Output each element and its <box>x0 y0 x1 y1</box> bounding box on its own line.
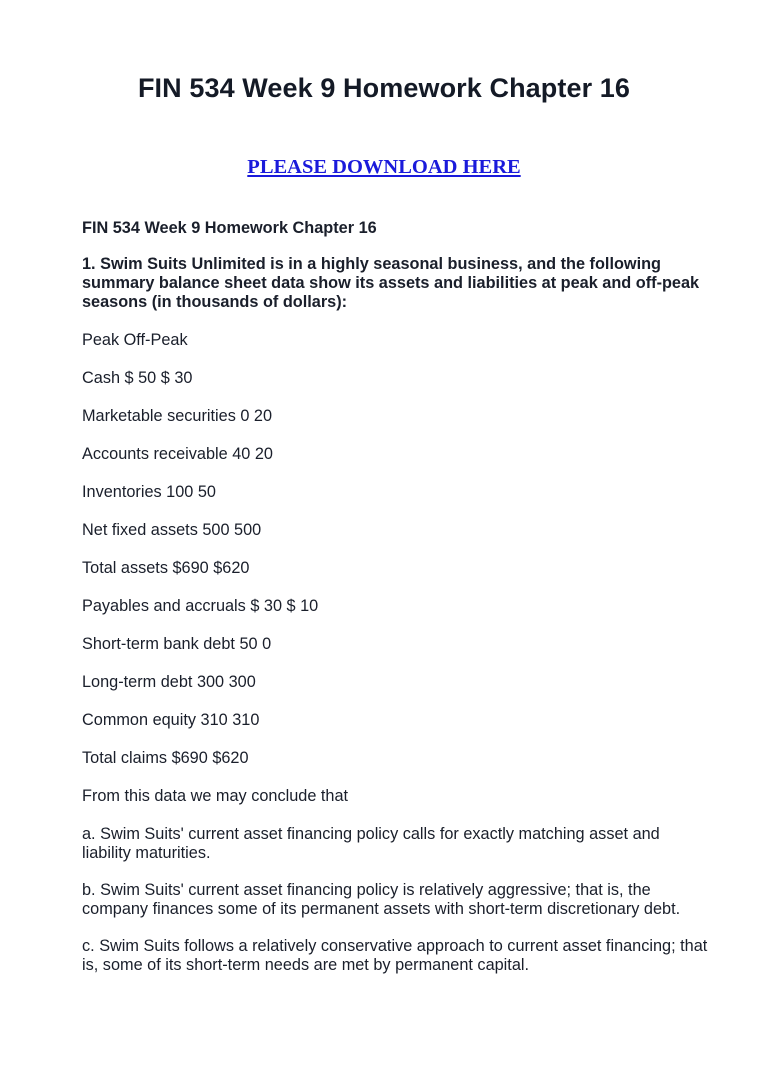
balance-sheet-row: Net fixed assets 500 500 <box>82 521 262 539</box>
question-text: 1. Swim Suits Unlimited is in a highly seasonal business, and the following summary balance sheet data show its assets and liabilities at peak and off-peak seasons (in thousands of dollars): <box>82 255 700 311</box>
balance-sheet-row: Marketable securities 0 20 <box>82 407 273 425</box>
balance-sheet-row: Cash $ 50 $ 30 <box>82 369 193 387</box>
question-prompt: From this data we may conclude that <box>82 787 349 805</box>
balance-sheet-row: Long-term debt 300 300 <box>82 673 256 691</box>
answer-option-b: b. Swim Suits' current asset financing policy is relatively aggressive; that is, the company finances some of its permanent assets with short-term discretionary debt. <box>82 881 681 918</box>
answer-option-c: c. Swim Suits follows a relatively conservative approach to current asset financing; that is, some of its short-term needs are met by permanent capital. <box>82 937 708 974</box>
subheading: FIN 534 Week 9 Homework Chapter 16 <box>82 219 377 237</box>
balance-sheet-row: Short-term bank debt 50 0 <box>82 635 272 653</box>
balance-sheet-row: Common equity 310 310 <box>82 711 260 729</box>
balance-sheet-header: Peak Off-Peak <box>82 331 188 349</box>
balance-sheet-row: Total claims $690 $620 <box>82 749 249 767</box>
balance-sheet-row: Accounts receivable 40 20 <box>82 445 273 463</box>
balance-sheet-row: Total assets $690 $620 <box>82 559 250 577</box>
download-link[interactable] <box>0 156 768 179</box>
download-link-label[interactable]: PLEASE DOWNLOAD HERE <box>247 156 521 178</box>
page-title: FIN 534 Week 9 Homework Chapter 16 <box>137 73 631 103</box>
balance-sheet-row: Inventories 100 50 <box>82 483 216 501</box>
answer-option-a: a. Swim Suits' current asset financing policy calls for exactly matching asset and liability maturities. <box>82 825 660 862</box>
balance-sheet-row: Payables and accruals $ 30 $ 10 <box>82 597 319 615</box>
document-body <box>82 219 712 993</box>
